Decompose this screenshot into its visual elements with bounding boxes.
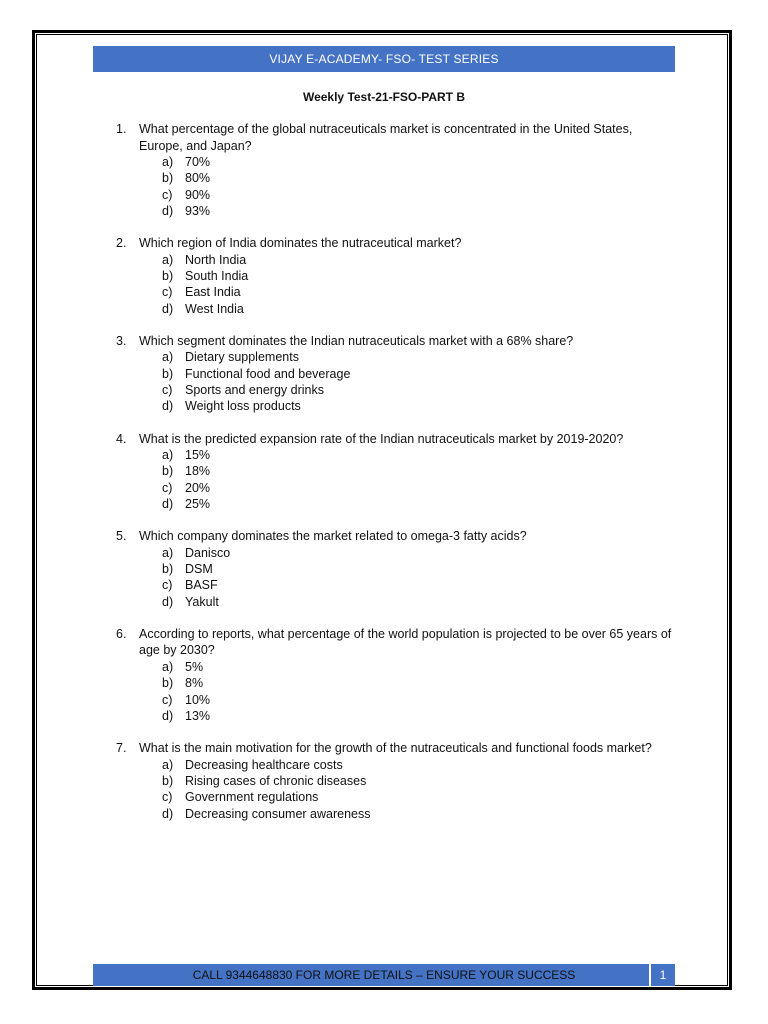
option-text: 70% <box>185 155 211 169</box>
option-letter: b) <box>162 366 174 381</box>
question-number: 6. <box>116 626 127 641</box>
option-letter: c) <box>162 578 173 593</box>
option-text: Rising cases of chronic diseases <box>185 773 367 788</box>
option-letter: c) <box>162 187 173 202</box>
question-number: 7. <box>116 741 127 756</box>
option-item <box>162 203 676 219</box>
question-number: 1. <box>116 122 127 136</box>
option-text: 90% <box>185 187 211 202</box>
option-list <box>162 154 676 219</box>
option-letter: b) <box>162 464 174 479</box>
option-text: 20% <box>185 480 211 495</box>
option-letter: b) <box>162 773 174 788</box>
question-text: According to reports, what percentage of the world population is projected to be over 65 years of age by 2030? <box>139 626 672 658</box>
option-text: Yakult <box>185 594 219 609</box>
option-letter: d) <box>162 496 174 511</box>
option-text: DSM <box>185 562 213 577</box>
page-number: 1 <box>649 964 675 986</box>
question-text: Which region of India dominates the nutraceutical market? <box>139 236 462 251</box>
option-text: 25% <box>185 496 211 511</box>
option-text: 18% <box>185 464 211 479</box>
option-item <box>162 170 676 186</box>
option-text: Decreasing healthcare costs <box>185 757 343 772</box>
option-text: Weight loss products <box>185 399 301 414</box>
option-letter: c) <box>162 285 173 300</box>
header-banner: VIJAY E-ACADEMY- FSO- TEST SERIES <box>93 46 675 72</box>
option-item <box>162 480 676 496</box>
option-letter: c) <box>162 692 173 707</box>
option-text: 15% <box>185 448 211 463</box>
question-list <box>116 121 676 838</box>
option-letter: b) <box>162 171 174 186</box>
option-letter: a) <box>162 252 174 267</box>
option-letter: a) <box>162 448 174 463</box>
option-text: Dietary supplements <box>185 350 299 365</box>
test-title: Weekly Test-21-FSO-PART B <box>302 90 466 104</box>
question-number: 2. <box>116 236 127 251</box>
option-letter: a) <box>162 545 174 560</box>
option-list <box>162 349 676 414</box>
option-item <box>162 447 676 463</box>
option-letter: c) <box>162 480 173 495</box>
option-letter: d) <box>162 594 174 609</box>
option-letter: b) <box>162 562 174 577</box>
option-list <box>162 447 676 512</box>
option-item <box>162 382 676 398</box>
option-letter: b) <box>162 676 174 691</box>
question-item <box>116 235 676 317</box>
option-item <box>162 577 676 593</box>
option-text: BASF <box>185 578 218 593</box>
option-letter: d) <box>162 806 174 821</box>
question-text: Which company dominates the market related to omega-3 fatty acids? <box>139 529 527 544</box>
option-letter: d) <box>162 399 174 414</box>
option-item <box>162 806 676 822</box>
option-text: Sports and energy drinks <box>185 382 324 397</box>
option-item <box>162 349 676 365</box>
option-item <box>162 268 676 284</box>
option-letter: a) <box>162 659 174 674</box>
question-item <box>116 626 676 724</box>
option-letter: c) <box>162 790 173 805</box>
option-item <box>162 284 676 300</box>
option-text: 8% <box>185 676 204 691</box>
option-letter: d) <box>162 708 174 723</box>
option-item <box>162 187 676 203</box>
option-letter: b) <box>162 268 174 283</box>
option-letter: c) <box>162 382 173 397</box>
option-text: Decreasing consumer awareness <box>185 806 371 821</box>
option-list <box>162 252 676 317</box>
option-item <box>162 594 676 610</box>
option-item <box>162 154 676 170</box>
option-list <box>162 545 676 610</box>
option-item <box>162 659 676 675</box>
option-text: South India <box>185 268 249 283</box>
question-text: What is the predicted expansion rate of the Indian nutraceuticals market by 2019-2020? <box>139 431 624 446</box>
option-text: 5% <box>185 659 204 674</box>
option-item <box>162 398 676 414</box>
question-item <box>116 431 676 513</box>
option-item <box>162 675 676 691</box>
question-text: Which segment dominates the Indian nutraceuticals market with a 68% share? <box>139 333 574 348</box>
option-item <box>162 252 676 268</box>
option-text: 10% <box>185 692 211 707</box>
option-text: Functional food and beverage <box>185 366 351 381</box>
option-item <box>162 789 676 805</box>
option-item <box>162 366 676 382</box>
option-item <box>162 463 676 479</box>
question-item <box>116 528 676 610</box>
option-text: 93% <box>185 203 211 218</box>
option-text: Danisco <box>185 545 231 560</box>
option-item <box>162 545 676 561</box>
option-text: West India <box>185 301 244 316</box>
question-item <box>116 740 676 822</box>
option-item <box>162 757 676 773</box>
option-text: 80% <box>185 171 211 186</box>
option-item <box>162 692 676 708</box>
option-item <box>162 561 676 577</box>
option-letter: d) <box>162 203 174 218</box>
option-item <box>162 301 676 317</box>
option-text: 13% <box>185 708 211 723</box>
option-letter: d) <box>162 301 174 316</box>
option-letter: a) <box>162 350 174 365</box>
question-text: What is the main motivation for the growth of the nutraceuticals and functional foods market? <box>139 741 652 756</box>
option-list <box>162 659 676 724</box>
option-item <box>162 708 676 724</box>
option-item <box>162 496 676 512</box>
question-item <box>116 333 676 415</box>
option-text: North India <box>185 252 247 267</box>
option-text: East India <box>185 285 241 300</box>
option-text: Government regulations <box>185 790 319 805</box>
option-item <box>162 773 676 789</box>
question-number: 3. <box>116 333 127 348</box>
option-list <box>162 757 676 822</box>
question-number: 5. <box>116 529 127 544</box>
question-text: What percentage of the global nutraceuticals market is concentrated in the United States, Europe, and Japan? <box>139 122 633 153</box>
option-letter: a) <box>162 155 174 169</box>
question-number: 4. <box>116 431 127 446</box>
footer-banner: CALL 9344648830 FOR MORE DETAILS – ENSURE YOUR SUCCESS <box>93 964 675 986</box>
option-letter: a) <box>162 757 174 772</box>
question-item <box>116 121 676 219</box>
